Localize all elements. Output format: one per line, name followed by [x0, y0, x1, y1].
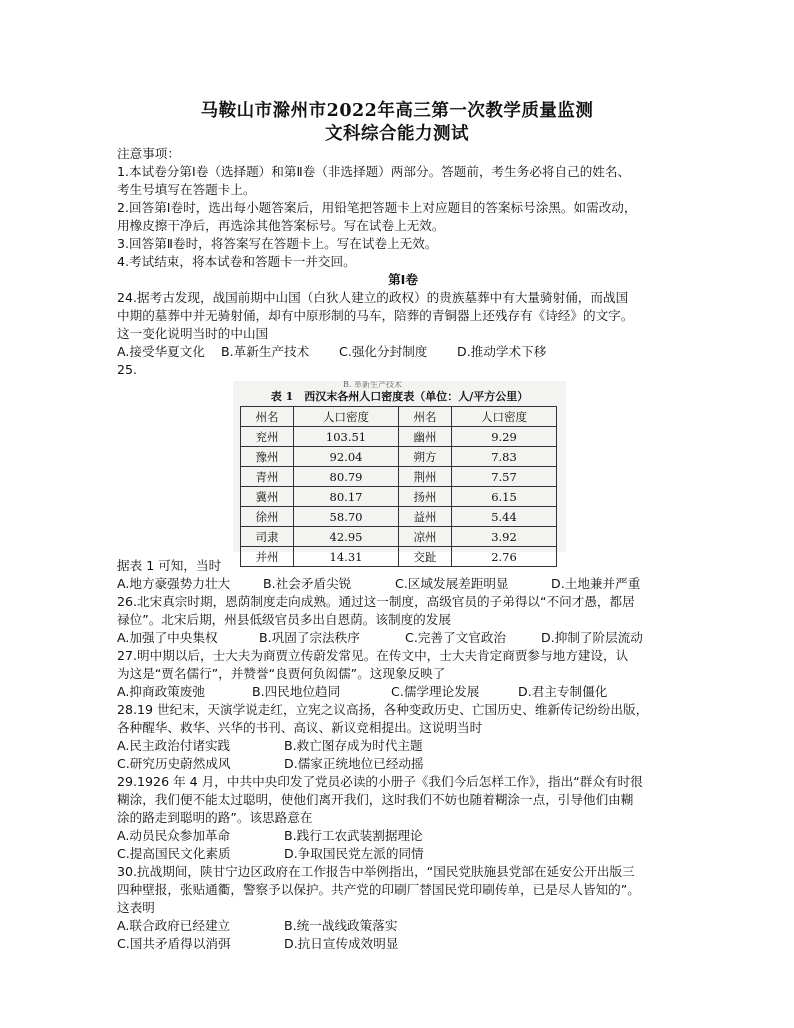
table-row — [241, 467, 557, 487]
option-c: C.完善了文官政治 — [405, 630, 506, 645]
question-24-line: 中期的墓葬中并无骑射俑，却有中原形制的马车，陪葬的青铜器上还残存有《诗经》的文字。 — [117, 308, 634, 323]
table-cell: 冀州 — [241, 487, 294, 507]
option-c: C.国共矛盾得以消弭 — [117, 936, 231, 951]
table-row — [241, 527, 557, 547]
option-d: D.君主专制僵化 — [518, 684, 608, 699]
notice-heading: 注意事项： — [117, 146, 180, 161]
table-cell: 80.79 — [294, 467, 399, 487]
table-cell: 交趾 — [399, 547, 452, 567]
option-b: B.巩固了宗法秩序 — [259, 630, 360, 645]
table-cell: 司隶 — [241, 527, 294, 547]
option-d: D.抑制了阶层流动 — [541, 630, 643, 645]
table-cell: 青州 — [241, 467, 294, 487]
exam-body — [117, 145, 689, 953]
notice-line: 1.本试卷分第Ⅰ卷（选择题）和第Ⅱ卷（非选择题）两部分。答题前，考生务必将自己的姓名、 — [117, 164, 631, 179]
notice-line: 3.回答第Ⅱ卷时，将答案写在答题卡上。写在试卷上无效。 — [117, 236, 438, 251]
table-header-row — [241, 407, 557, 427]
option-a: A.民主政治付诸实践 — [117, 738, 231, 753]
option-d: D.抗日宣传成效明显 — [284, 936, 399, 951]
page-subtitle: 文科综合能力测试 — [325, 124, 469, 144]
table-cell: 并州 — [241, 547, 294, 567]
question-29-line: 涂的路走到聪明的路”。该思路意在 — [117, 810, 313, 825]
table-figure — [233, 381, 566, 564]
option-c: C.儒学理论发展 — [391, 684, 480, 699]
notice-line: 2.回答第Ⅰ卷时，选出每小题答案后，用铅笔把答题卡上对应题目的答案标号涂黑。如需改动， — [117, 200, 637, 215]
table-cell: 兖州 — [241, 427, 294, 447]
notice-line: 用橡皮擦干净后，再选涂其他答案标号。写在试卷上无效。 — [117, 218, 445, 233]
option-a: A.接受华夏文化 — [117, 344, 205, 359]
table-cell: 扬州 — [399, 487, 452, 507]
question-29-options — [117, 845, 689, 863]
notice-line: 4.考试结束，将本试卷和答题卡一并交回。 — [117, 254, 356, 269]
table-cell: 80.17 — [294, 487, 399, 507]
question-30-line: 四种壁报，张贴通衢，警察予以保护。共产党的印刷厂替国民党印刷传单，已是尽人皆知的”。 — [117, 882, 640, 897]
option-d: D.土地兼并严重 — [551, 576, 641, 591]
population-density-table — [240, 406, 557, 567]
option-a: A.加强了中央集权 — [117, 630, 218, 645]
question-30-options — [117, 935, 689, 953]
question-30-options — [117, 917, 689, 935]
table-cell: 7.57 — [452, 467, 557, 487]
table-cell: 徐州 — [241, 507, 294, 527]
option-c: C.区域发展差距明显 — [395, 576, 509, 591]
notice-line: 考生号填写在答题卡上。 — [117, 182, 256, 197]
question-29-options — [117, 827, 689, 845]
question-26-line: 26.北宋真宗时期，恩荫制度走向成熟。通过这一制度，高级官员的子弟得以“不问才愚，都居 — [117, 594, 635, 609]
table-caption: 表 1 西汉末各州人口密度表（单位：人/平方公里） — [270, 390, 529, 403]
option-b: B.统一战线政策落实 — [284, 918, 398, 933]
clipped-text: B. 革新生产技术 — [343, 381, 402, 388]
table-cell: 92.04 — [294, 447, 399, 467]
question-30-line: 30.抗战期间，陕甘宁边区政府在工作报告中举例指出，“国民党肤施县党部在延安公开出版三 — [117, 864, 635, 879]
header-cell: 人口密度 — [452, 407, 557, 427]
section-title: 第Ⅰ卷 — [388, 272, 418, 287]
question-29-line: 29.1926 年 4 月，中共中央印发了党员必读的小册子《我们今后怎样工作》，指出“群众有时很 — [117, 774, 643, 789]
option-c: C.强化分封制度 — [339, 344, 428, 359]
question-27-line: 27.明中期以后，士大夫为商贾立传蔚发常见。在传文中，士大夫肯定商贾参与地方建设，认 — [117, 648, 629, 663]
table-cell: 14.31 — [294, 547, 399, 567]
question-24-line: 这一变化说明当时的中山国 — [117, 326, 269, 341]
question-25-options — [117, 575, 689, 593]
option-d: D.争取国民党左派的同情 — [284, 846, 424, 861]
table-cell: 益州 — [399, 507, 452, 527]
option-d: D.儒家正统地位已经动摇 — [284, 756, 424, 771]
option-b: B.社会矛盾尖锐 — [263, 576, 352, 591]
table-cell: 豫州 — [241, 447, 294, 467]
option-b: B.四民地位趋同 — [252, 684, 341, 699]
table-cell: 103.51 — [294, 427, 399, 447]
table-cell: 9.29 — [452, 427, 557, 447]
header-cell: 州名 — [399, 407, 452, 427]
option-b: B.救亡图存成为时代主题 — [284, 738, 423, 753]
header-cell: 州名 — [241, 407, 294, 427]
table-row — [241, 507, 557, 527]
table-cell: 荆州 — [399, 467, 452, 487]
option-b: B.革新生产技术 — [221, 344, 310, 359]
question-27-line: 为这是“贾名儒行”，并赞誉“良贾何负闳儒”。这现象反映了 — [117, 666, 446, 681]
table-cell: 幽州 — [399, 427, 452, 447]
page-title: 马鞍山市滁州市2022年高三第一次教学质量监测 — [200, 101, 594, 121]
question-29-line: 糊涂，我们便不能太过聪明，使他们离开我们，这时我们不妨也随着糊涂一点，引导他们由糊 — [117, 792, 634, 807]
table-cell: 朔方 — [399, 447, 452, 467]
question-28-line: 28.19 世纪末，天演学说走红，立宪之议高扬，各种变政历史、亡国历史、维新传记纷纷出版， — [117, 702, 649, 717]
table-cell: 凉州 — [399, 527, 452, 547]
header-cell: 人口密度 — [294, 407, 399, 427]
question-30-line: 这表明 — [117, 900, 155, 915]
question-24-options — [117, 343, 689, 361]
question-28-options — [117, 755, 689, 773]
option-a: A.联合政府已经建立 — [117, 918, 231, 933]
question-28-options — [117, 737, 689, 755]
table-cell: 5.44 — [452, 507, 557, 527]
option-a: A.动员民众参加革命 — [117, 828, 231, 843]
question-24-line: 24.据考古发现，战国前期中山国（白狄人建立的政权）的贵族墓葬中有大量骑射俑，而战国 — [117, 290, 629, 305]
table-row — [241, 427, 557, 447]
option-a: A.抑商政策废弛 — [117, 684, 205, 699]
option-c: C.提高国民文化素质 — [117, 846, 231, 861]
option-b: B.践行工农武装割据理论 — [284, 828, 423, 843]
table-cell: 58.70 — [294, 507, 399, 527]
option-a: A.地方豪强势力壮大 — [117, 576, 231, 591]
question-25-number: 25. — [117, 362, 138, 377]
option-d: D.推动学术下移 — [457, 344, 547, 359]
table-cell: 7.83 — [452, 447, 557, 467]
table-cell: 2.76 — [452, 547, 557, 567]
table-row — [241, 487, 557, 507]
question-28-line: 各种醒华、救华、兴华的书刊、高议、新议竞相提出。这说明当时 — [117, 720, 483, 735]
table-row — [241, 447, 557, 467]
table-cell: 42.95 — [294, 527, 399, 547]
question-26-line: 禄位”。北宋后期，州县低级官员多出自恩荫。该制度的发展 — [117, 612, 451, 627]
table-figure-wrap — [117, 381, 689, 564]
question-27-options — [117, 683, 689, 701]
option-c: C.研究历史蔚然成风 — [117, 756, 231, 771]
question-26-options — [117, 629, 689, 647]
table-cell: 6.15 — [452, 487, 557, 507]
table-cell: 3.92 — [452, 527, 557, 547]
table-row — [241, 547, 557, 567]
question-25-stem: 据表 1 可知，当时 — [117, 558, 222, 573]
